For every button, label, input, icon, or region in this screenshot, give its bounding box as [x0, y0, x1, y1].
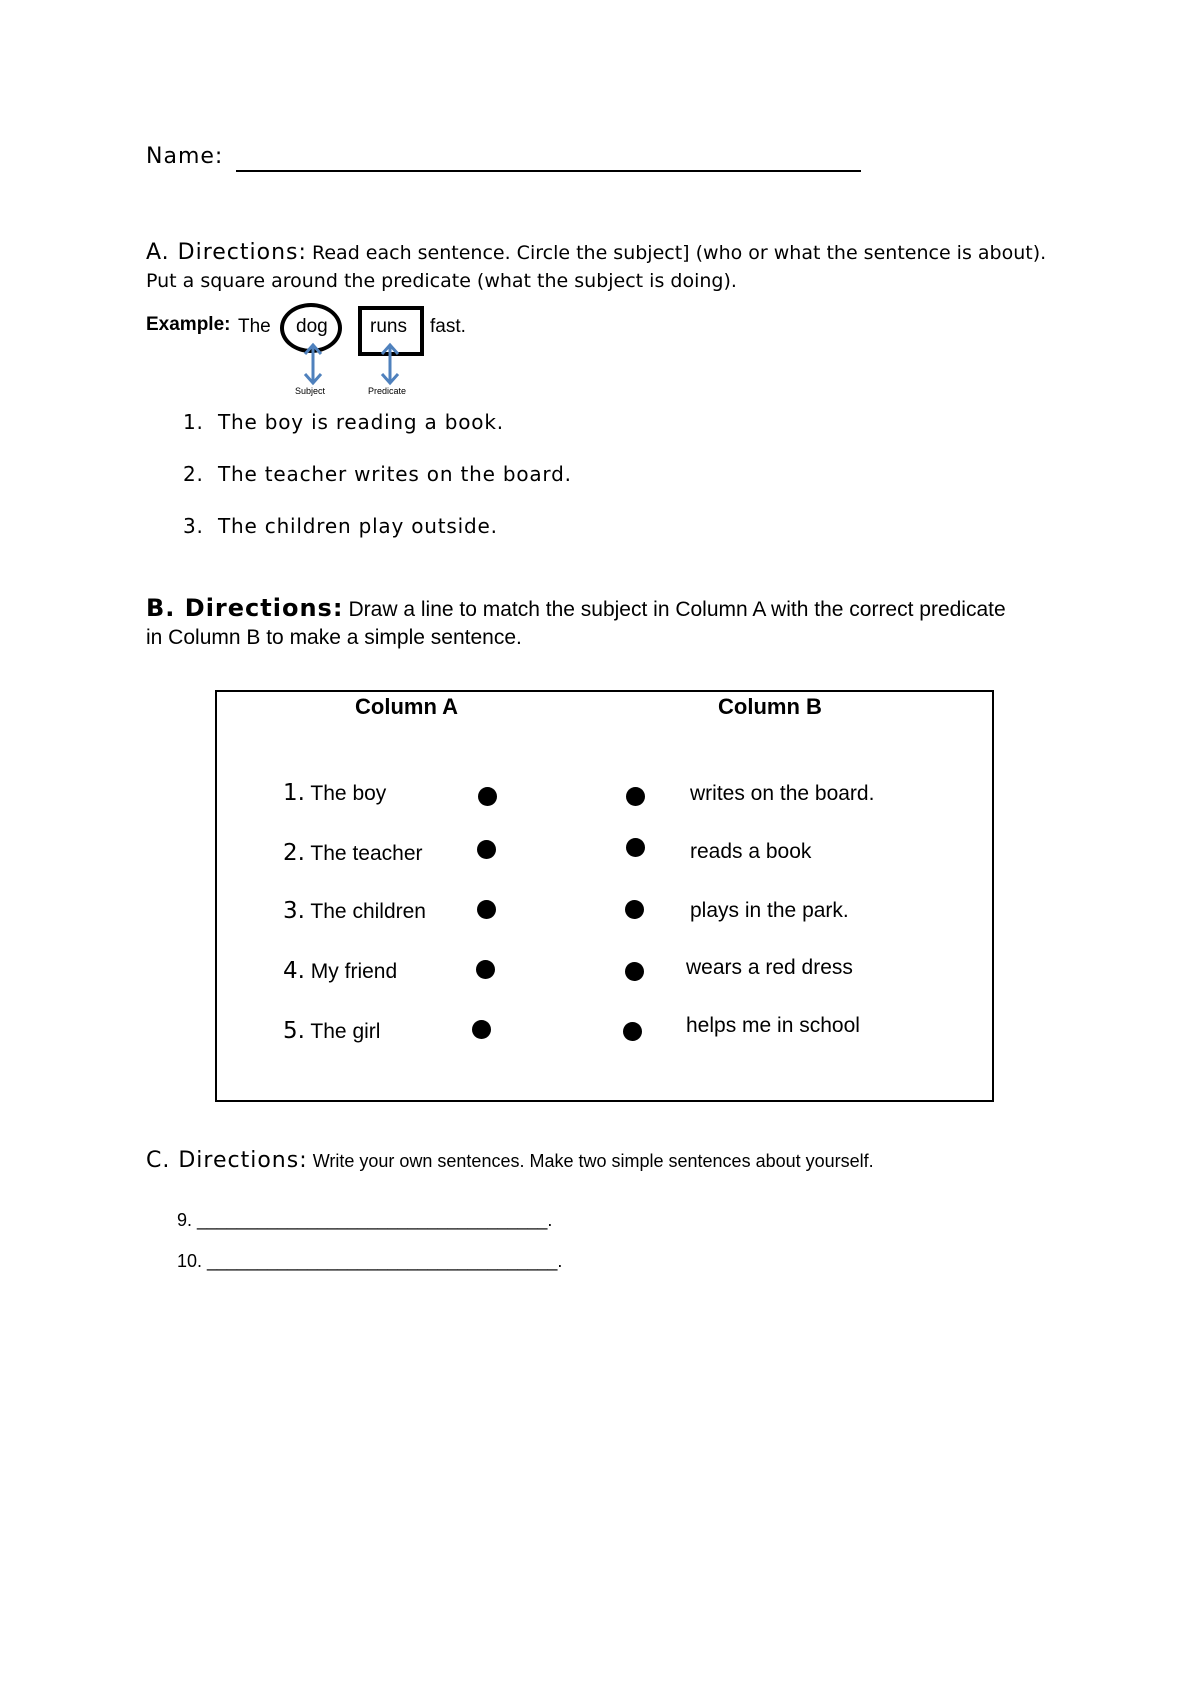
example-label: Example: [146, 314, 231, 335]
sentence-item-1: 1. The boy is reading a book. [183, 410, 504, 434]
section-c-directions [146, 1148, 874, 1173]
answer-line-10[interactable]: 10. ___________________________________. [177, 1251, 563, 1271]
column-b-dot-3[interactable] [625, 900, 644, 919]
column-a-dot-2[interactable] [477, 840, 496, 859]
column-a-item-1: 1. The boy [283, 780, 387, 806]
column-b-item-4: wears a red dress [686, 956, 853, 979]
section-a-instruction-2: Put a square around the predicate (what the subject is doing). [146, 270, 737, 292]
example-predicate-word: runs [370, 316, 407, 337]
section-a-heading: A. Directions: [146, 240, 307, 265]
section-a-instruction-1: Read each sentence. Circle the subject] (who or what the sentence is about). [312, 242, 1047, 264]
column-a-dot-4[interactable] [476, 960, 495, 979]
name-label: Name: [146, 144, 224, 169]
section-c-instruction: Write your own sentences. Make two simple sentences about yourself. [312, 1151, 874, 1171]
answer-line-9[interactable]: 9. ___________________________________. [177, 1210, 553, 1230]
column-b-item-3: plays in the park. [690, 899, 849, 922]
example-row [146, 314, 230, 336]
column-a-header: Column A [355, 694, 459, 719]
example-subject-word: dog [296, 316, 328, 337]
column-b-item-5: helps me in school [686, 1014, 860, 1037]
predicate-label: Predicate [368, 386, 407, 396]
column-a-item-4: 4. My friend [283, 958, 398, 984]
column-b-header: Column B [718, 694, 822, 719]
example-the: The [238, 316, 271, 337]
section-b-heading: B. Directions: [146, 594, 344, 622]
column-a-item-5: 5. The girl [283, 1018, 381, 1044]
section-a-directions [146, 240, 1046, 265]
column-b-dot-2[interactable] [626, 838, 645, 857]
column-b-item-2: reads a book [690, 840, 812, 863]
subject-label: Subject [295, 386, 326, 396]
section-b-instruction-2: in Column B to make a simple sentence. [146, 626, 522, 649]
sentence-item-3: 3. The children play outside. [183, 514, 498, 538]
section-b-directions [146, 594, 1006, 622]
section-c-heading: C. Directions: [146, 1148, 308, 1173]
column-b-item-1: writes on the board. [690, 782, 875, 805]
column-a-item-2: 2. The teacher [283, 840, 423, 866]
example-arrows [300, 342, 400, 390]
column-a-dot-3[interactable] [477, 900, 496, 919]
column-a-item-3: 3. The children [283, 898, 426, 924]
column-a-dot-1[interactable] [478, 787, 497, 806]
section-b-instruction-1: Draw a line to match the subject in Column A with the correct predicate [348, 598, 1006, 621]
column-a-dot-5[interactable] [472, 1020, 491, 1039]
name-input-line[interactable] [236, 170, 861, 172]
column-b-dot-5[interactable] [623, 1022, 642, 1041]
sentence-item-2: 2. The teacher writes on the board. [183, 462, 572, 486]
example-end-word: fast. [430, 316, 466, 337]
column-b-dot-1[interactable] [626, 787, 645, 806]
column-b-dot-4[interactable] [625, 962, 644, 981]
